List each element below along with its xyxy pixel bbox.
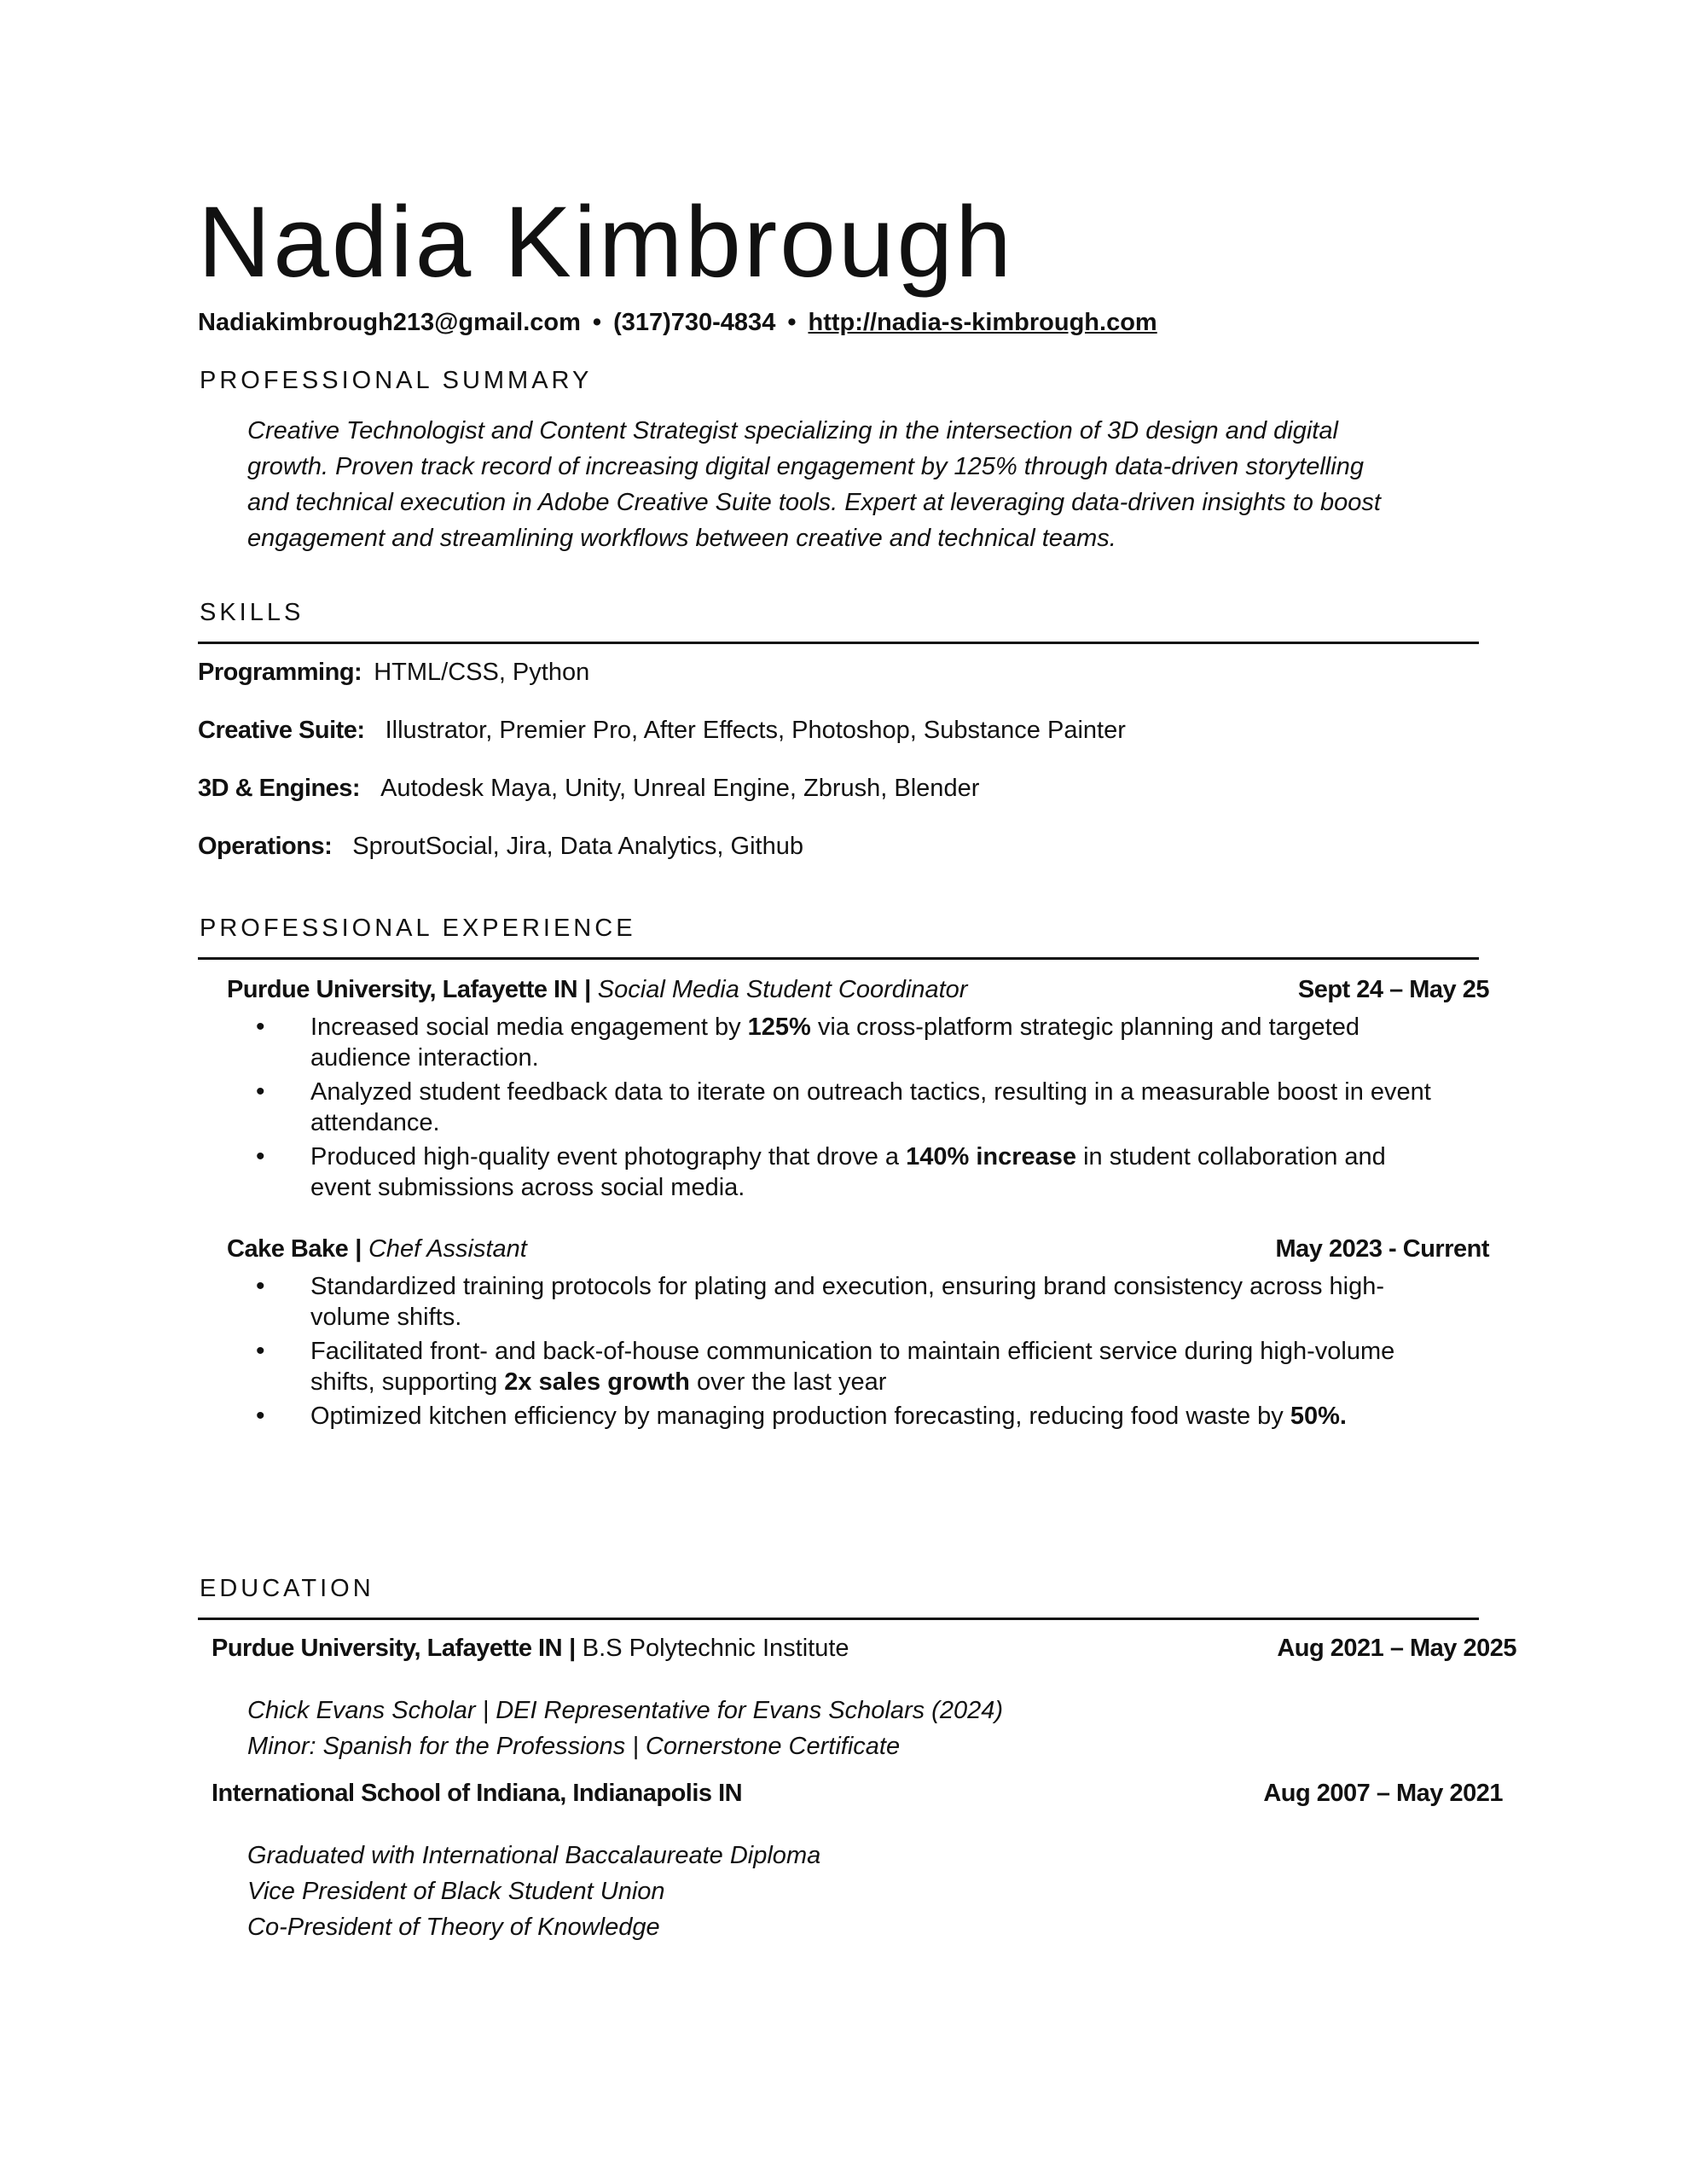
summary-heading: PROFESSIONAL SUMMARY [200,367,593,394]
contact-line [198,309,1157,337]
website-link[interactable]: http://nadia-s-kimbrough.com [808,309,1157,336]
job-bullets [256,1271,1510,1435]
list-item: • Optimized kitchen efficiency by managing production forecasting, reducing food waste by 50%. [256,1401,1510,1432]
separator: • [787,309,797,336]
phone-text: (317)730-4834 [613,309,776,336]
school-header [212,1780,742,1808]
skill-label: Operations: [198,833,333,860]
school-dates: Aug 2007 – May 2021 [1263,1780,1503,1807]
section-divider [198,1618,1479,1620]
experience-heading: PROFESSIONAL EXPERIENCE [200,915,636,942]
section-divider [198,957,1479,960]
skill-label: Programming: [198,659,362,686]
summary-line: engagement and streamlining workflows between creative and technical teams. [247,525,1116,552]
job-header [227,1235,527,1263]
school-note: Graduated with International Baccalaureate Diploma [247,1842,821,1869]
skill-row [198,717,1126,745]
job-divider: | [355,1235,362,1263]
skill-row [198,775,979,803]
list-item: • Analyzed student feedback data to iterate on outreach tactics, resulting in a measurable boost in event attendance. [256,1077,1510,1138]
job-role: Chef Assistant [368,1235,527,1263]
skill-row [198,659,589,687]
school-note: Chick Evans Scholar | DEI Representative for Evans Scholars (2024) [247,1697,1003,1724]
job-org: Cake Bake [227,1235,349,1263]
skill-label: Creative Suite: [198,717,365,744]
school-header [212,1635,849,1663]
school-note: Minor: Spanish for the Professions | Cornerstone Certificate [247,1733,901,1760]
job-bullets [256,1012,1510,1206]
job-org: Purdue University, Lafayette IN [227,976,578,1003]
skill-value: HTML/CSS, Python [374,659,590,686]
summary-line: and technical execution in Adobe Creative Suite tools. Expert at leveraging data-driven insights to boost [247,489,1381,516]
school-note: Vice President of Black Student Union [247,1878,665,1905]
school-dates: Aug 2021 – May 2025 [1277,1635,1516,1662]
education-heading: EDUCATION [200,1575,374,1602]
email-text: Nadiakimbrough213@gmail.com [198,309,581,336]
school-notes [247,1693,1003,1764]
skill-value: Illustrator, Premier Pro, After Effects, Photoshop, Substance Painter [385,717,1126,744]
job-dates: May 2023 - Current [1275,1235,1489,1263]
school-note: Co-President of Theory of Knowledge [247,1914,660,1941]
job-divider: | [584,976,591,1003]
summary-text [247,413,1484,556]
job-role: Social Media Student Coordinator [597,976,968,1003]
job-dates: Sept 24 – May 25 [1297,976,1489,1003]
skill-row [198,833,803,861]
summary-line: Creative Technologist and Content Strategist specializing in the intersection of 3D design and digital [247,417,1338,444]
school-name: International School of Indiana, Indianapolis IN [212,1780,743,1807]
section-divider [198,642,1479,644]
candidate-name: Nadia Kimbrough [198,186,1014,299]
list-item: • Produced high-quality event photography that drove a 140% increase in student collaboration and event submissions across social media. [256,1141,1510,1203]
job-header [227,976,967,1004]
skills-heading: SKILLS [200,599,304,626]
list-item: • Increased social media engagement by 125% via cross-platform strategic planning and targeted audience interaction. [256,1012,1510,1073]
school-divider: | [569,1635,576,1662]
summary-line: growth. Proven track record of increasing digital engagement by 125% through data-driven storytelling [247,453,1364,480]
skill-value: SproutSocial, Jira, Data Analytics, Github [352,833,803,860]
list-item: • Standardized training protocols for plating and execution, ensuring brand consistency across high- volume shifts. [256,1271,1510,1333]
separator: • [592,309,602,336]
school-name: Purdue University, Lafayette IN [212,1635,563,1662]
list-item: • Facilitated front- and back-of-house communication to maintain efficient service during high-volume shifts, supporting 2x sales growth over the last year [256,1336,1510,1397]
skill-value: Autodesk Maya, Unity, Unreal Engine, Zbrush, Blender [380,775,980,802]
school-program: B.S Polytechnic Institute [582,1635,849,1662]
school-notes [247,1838,820,1945]
skill-label: 3D & Engines: [198,775,361,802]
